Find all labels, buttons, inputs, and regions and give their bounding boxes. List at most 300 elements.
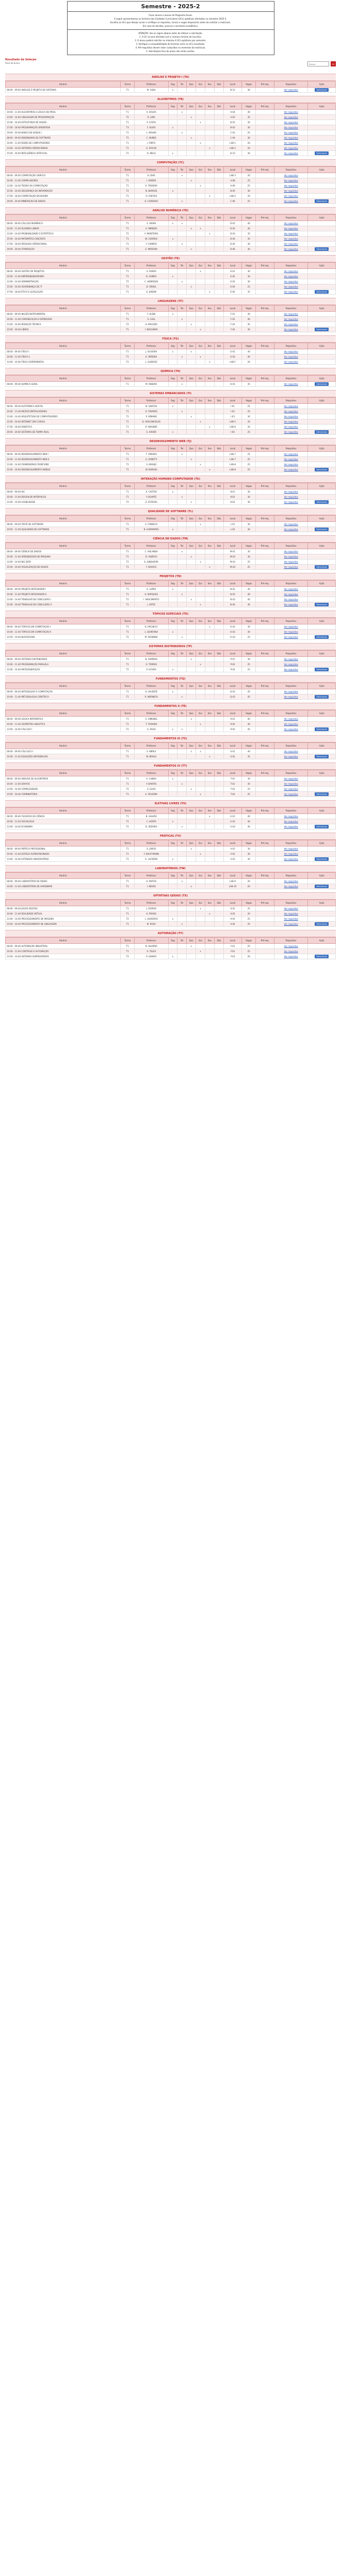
course-cell: 08:00 - 09:40 LÓGICA MATEMÁTICA <box>6 717 121 722</box>
requirements-link[interactable]: Ver requisitos <box>284 550 298 553</box>
table-cell: x <box>196 522 205 527</box>
requirements-link[interactable]: Ver requisitos <box>284 350 298 353</box>
page-title: Semestre - 2025-2 <box>68 2 274 12</box>
table-cell: x <box>187 135 196 141</box>
table-cell: x <box>177 922 187 927</box>
table-cell: x <box>168 689 177 694</box>
select-button[interactable]: Selecionar <box>315 727 329 731</box>
table-cell: x <box>168 857 177 862</box>
requirements-link[interactable]: Ver requisitos <box>284 880 298 883</box>
requirements-link[interactable]: Ver requisitos <box>284 405 298 408</box>
select-button[interactable]: Selecionar <box>315 500 329 504</box>
course-cell: 10:00 - 11:40 EMPREENDEDORISMO <box>6 274 121 279</box>
table-cell <box>168 846 177 852</box>
table-cell <box>274 173 307 178</box>
select-button[interactable]: Selecionar <box>315 328 329 331</box>
column-header: Horário <box>6 398 121 404</box>
requirements-link[interactable]: Ver requisitos <box>284 463 298 466</box>
table-cell <box>196 495 205 500</box>
section-title: PRÁTICAS (TV) <box>5 833 336 840</box>
requirements-link[interactable]: Ver requisitos <box>284 328 298 331</box>
table-row <box>6 269 336 274</box>
column-header: Qua <box>187 873 196 879</box>
table-cell: T1 <box>121 284 135 290</box>
column-header: Professor <box>135 873 168 879</box>
select-button[interactable]: Selecionar <box>315 528 329 531</box>
requirements-link[interactable]: Ver requisitos <box>284 137 298 139</box>
table-cell: N-02 <box>223 592 242 597</box>
column-header: Professor <box>135 770 168 776</box>
table-cell <box>168 409 177 414</box>
requirements-link[interactable]: Ver requisitos <box>284 318 298 320</box>
table-cell: LAB-1 <box>223 141 242 146</box>
table-cell <box>308 602 336 607</box>
table-cell: C. NUNES <box>135 135 168 141</box>
table-cell <box>308 824 336 829</box>
requirements-link[interactable]: Ver requisitos <box>284 783 298 785</box>
requirements-link[interactable]: Ver requisitos <box>284 323 298 326</box>
table-cell <box>256 597 274 602</box>
select-button[interactable]: Selecionar <box>315 955 329 958</box>
requirements-link[interactable]: Ver requisitos <box>284 603 298 606</box>
table-row <box>6 852 336 857</box>
requirements-link[interactable]: Ver requisitos <box>284 174 298 177</box>
table-cell: T1 <box>121 290 135 295</box>
table-cell <box>256 360 274 365</box>
table-cell: 25 <box>242 917 256 922</box>
requirements-link[interactable]: Ver requisitos <box>284 561 298 563</box>
rules-line: 1. A UC só será ofertada com o número mínimo de inscritos. <box>139 36 202 38</box>
table-row <box>6 125 336 130</box>
requirements-link[interactable]: Ver requisitos <box>284 696 298 698</box>
requirements-link[interactable]: Ver requisitos <box>284 918 298 920</box>
table-cell: E-04 <box>223 284 242 290</box>
requirements-link[interactable]: Ver requisitos <box>284 313 298 315</box>
requirements-link[interactable]: Ver requisitos <box>284 468 298 471</box>
table-row <box>6 489 336 495</box>
course-cell: 15:00 - 16:40 INTELIGÊNCIA ARTIFICIAL <box>6 151 121 156</box>
course-cell: 15:00 - 16:40 SEGURANÇA DA INFORMAÇÃO <box>6 189 121 194</box>
requirements-link[interactable]: Ver requisitos <box>284 248 298 250</box>
column-header: Requisitos <box>274 618 307 624</box>
requirements-link[interactable]: Ver requisitos <box>284 755 298 758</box>
table-row <box>6 312 336 317</box>
requirements-link[interactable]: Ver requisitos <box>284 415 298 418</box>
requirements-link[interactable]: Ver requisitos <box>284 232 298 235</box>
table-cell <box>274 146 307 151</box>
requirements-link[interactable]: Ver requisitos <box>284 690 298 693</box>
table-cell <box>177 884 187 889</box>
table-cell <box>308 727 336 732</box>
table-cell: 25 <box>242 457 256 462</box>
table-cell: F-03 <box>223 322 242 327</box>
table-cell: LAB-7 <box>223 452 242 457</box>
table-cell <box>168 824 177 829</box>
requirements-link[interactable]: Ver requisitos <box>284 885 298 888</box>
table-cell <box>308 819 336 824</box>
course-cell: 13:00 - 14:40 FÍSICA EXPERIMENTAL <box>6 360 121 365</box>
table-header-row <box>6 683 336 689</box>
column-header: Sáb <box>214 306 223 312</box>
table-cell <box>308 194 336 199</box>
course-cell: 08:00 - 09:40 FILOSOFIA DA CIÊNCIA <box>6 814 121 819</box>
table-cell <box>187 754 196 759</box>
requirements-link[interactable]: Ver requisitos <box>284 227 298 230</box>
table-cell <box>308 857 336 862</box>
table-row <box>6 284 336 290</box>
requirements-link[interactable]: Ver requisitos <box>284 848 298 850</box>
course-cell: 08:00 - 09:40 TÓPICOS EM COMPUTAÇÃO I <box>6 624 121 630</box>
requirements-link[interactable]: Ver requisitos <box>284 793 298 795</box>
select-button[interactable]: Selecionar <box>315 857 329 861</box>
requirements-link[interactable]: Ver requisitos <box>284 528 298 531</box>
table-cell: x <box>168 151 177 156</box>
table-cell <box>168 247 177 252</box>
table-cell <box>274 354 307 360</box>
requirements-link[interactable]: Ver requisitos <box>284 355 298 358</box>
table-cell: x <box>205 231 214 236</box>
table-cell <box>256 88 274 93</box>
table-cell: 25 <box>242 409 256 414</box>
table-cell <box>274 467 307 472</box>
table-cell: x <box>177 199 187 204</box>
search-button[interactable]: OK <box>331 61 336 66</box>
requirements-link[interactable]: Ver requisitos <box>284 280 298 283</box>
requirements-link[interactable]: Ver requisitos <box>284 853 298 855</box>
column-header: Ação <box>308 743 336 749</box>
table-cell <box>168 382 177 387</box>
table-row <box>6 317 336 322</box>
course-cell: 13:00 - 14:40 LINGUAGEM DE PROGRAMAÇÃO <box>6 115 121 120</box>
requirements-link[interactable]: Ver requisitos <box>284 566 298 568</box>
requirements-link[interactable]: Ver requisitos <box>284 750 298 753</box>
table-cell <box>214 199 223 204</box>
requirements-link[interactable]: Ver requisitos <box>284 718 298 720</box>
course-cell: 10:00 - 11:40 GEOMETRIA ANALÍTICA <box>6 722 121 727</box>
column-header: Local <box>223 516 242 522</box>
table-cell <box>168 879 177 884</box>
table-cell: T1 <box>121 430 135 435</box>
table-cell <box>274 792 307 797</box>
table-cell <box>214 787 223 792</box>
requirements-link[interactable]: Ver requisitos <box>284 945 298 947</box>
column-header: Qui <box>196 651 205 657</box>
select-button[interactable]: Selecionar <box>315 922 329 926</box>
requirements-link[interactable]: Ver requisitos <box>284 111 298 113</box>
table-cell: O-01 <box>223 624 242 630</box>
table-cell <box>256 782 274 787</box>
table-cell: x <box>187 944 196 949</box>
table-cell <box>168 852 177 857</box>
requirements-link[interactable]: Ver requisitos <box>284 116 298 118</box>
table-cell <box>256 819 274 824</box>
table-cell <box>177 954 187 959</box>
requirements-link[interactable]: Ver requisitos <box>284 723 298 725</box>
table-cell: S. XIMENES <box>135 717 168 722</box>
column-header: Vagas <box>242 263 256 269</box>
table-cell <box>308 554 336 560</box>
table-cell: x <box>177 382 187 387</box>
table-cell: 25 <box>242 199 256 204</box>
column-header: Sáb <box>214 581 223 587</box>
requirements-link[interactable]: Ver requisitos <box>284 907 298 910</box>
schedule-table <box>5 872 336 889</box>
select-button[interactable]: Selecionar <box>315 290 329 294</box>
section-title: COMPUTAÇÃO (TC) <box>5 159 336 166</box>
select-button[interactable]: Selecionar <box>315 792 329 796</box>
table-cell <box>214 414 223 419</box>
table-cell <box>274 662 307 667</box>
requirements-link[interactable]: Ver requisitos <box>284 496 298 498</box>
select-button[interactable]: Selecionar <box>315 247 329 251</box>
table-cell <box>187 151 196 156</box>
table-cell <box>308 565 336 570</box>
table-cell <box>177 949 187 954</box>
column-header: Sex <box>205 873 214 879</box>
schedule-table <box>5 103 336 156</box>
column-header: Sex <box>205 543 214 549</box>
table-cell <box>308 189 336 194</box>
requirements-link[interactable]: Ver requisitos <box>284 243 298 245</box>
requirements-link[interactable]: Ver requisitos <box>284 501 298 503</box>
table-cell: C. HENRIQUE <box>135 279 168 284</box>
table-cell <box>187 425 196 430</box>
requirements-link[interactable]: Ver requisitos <box>284 222 298 225</box>
table-cell <box>256 549 274 554</box>
requirements-link[interactable]: Ver requisitos <box>284 361 298 363</box>
column-header: Turma <box>121 683 135 689</box>
requirements-link[interactable]: Ver requisitos <box>284 728 298 731</box>
requirements-link[interactable]: Ver requisitos <box>284 410 298 413</box>
table-cell <box>168 694 177 700</box>
table-cell: D. IGNÁCIO <box>135 554 168 560</box>
table-cell <box>177 178 187 183</box>
course-cell: 10:00 - 11:40 COMUNICAÇÃO E EXPRESSÃO <box>6 317 121 322</box>
table-cell: T2 <box>121 414 135 419</box>
table-cell <box>274 141 307 146</box>
table-cell: 30 <box>242 88 256 93</box>
table-cell: B-05 <box>223 189 242 194</box>
table-cell: x <box>177 727 187 732</box>
course-cell: 08:00 - 09:40 PRÁTICA PROFISSIONAL <box>6 846 121 852</box>
select-button[interactable]: Selecionar <box>315 199 329 203</box>
requirements-link[interactable]: Ver requisitos <box>284 598 298 601</box>
requirements-link[interactable]: Ver requisitos <box>284 658 298 660</box>
course-cell: 19:00 - 20:40 MINERAÇÃO DE DADOS <box>6 199 121 204</box>
requirements-link[interactable]: Ver requisitos <box>284 523 298 526</box>
table-cell <box>274 819 307 824</box>
table-cell: 25 <box>242 792 256 797</box>
requirements-link[interactable]: Ver requisitos <box>284 955 298 958</box>
column-header: Ação <box>308 581 336 587</box>
requirements-link[interactable]: Ver requisitos <box>284 820 298 823</box>
column-header: Professor <box>135 651 168 657</box>
table-cell <box>196 824 205 829</box>
requirements-link[interactable]: Ver requisitos <box>284 950 298 953</box>
requirements-link[interactable]: Ver requisitos <box>284 420 298 423</box>
column-header: Horário <box>6 167 121 173</box>
table-cell <box>205 597 214 602</box>
requirements-link[interactable]: Ver requisitos <box>284 825 298 828</box>
requirements-link[interactable]: Ver requisitos <box>284 912 298 915</box>
select-button[interactable]: Selecionar <box>315 635 329 639</box>
requirements-link[interactable]: Ver requisitos <box>284 200 298 202</box>
requirements-link[interactable]: Ver requisitos <box>284 270 298 273</box>
select-button[interactable]: Selecionar <box>315 382 329 386</box>
requirements-link[interactable]: Ver requisitos <box>284 458 298 461</box>
requirements-link[interactable]: Ver requisitos <box>284 453 298 455</box>
select-button[interactable]: Selecionar <box>315 88 329 92</box>
table-cell: x <box>168 349 177 354</box>
select-button[interactable]: Selecionar <box>315 603 329 606</box>
requirements-link[interactable]: Ver requisitos <box>284 131 298 134</box>
table-cell <box>168 135 177 141</box>
table-row <box>6 236 336 242</box>
requirements-link[interactable]: Ver requisitos <box>284 275 298 278</box>
requirements-link[interactable]: Ver requisitos <box>284 555 298 558</box>
requirements-link[interactable]: Ver requisitos <box>284 152 298 155</box>
select-button[interactable]: Selecionar <box>315 885 329 888</box>
requirements-link[interactable]: Ver requisitos <box>284 431 298 433</box>
requirements-link[interactable]: Ver requisitos <box>284 636 298 638</box>
column-header: Seg <box>168 770 177 776</box>
requirements-link[interactable]: Ver requisitos <box>284 923 298 925</box>
requirements-link[interactable]: Ver requisitos <box>284 815 298 818</box>
requirements-link[interactable]: Ver requisitos <box>284 593 298 596</box>
requirements-link[interactable]: Ver requisitos <box>284 291 298 293</box>
requirements-link[interactable]: Ver requisitos <box>284 184 298 187</box>
schedule-table <box>5 937 336 959</box>
table-cell: C. HOLANDA <box>135 549 168 554</box>
select-button[interactable]: Selecionar <box>315 468 329 471</box>
table-cell: x <box>177 221 187 226</box>
search-input[interactable] <box>307 61 329 66</box>
table-cell <box>177 349 187 354</box>
column-header: Ação <box>308 516 336 522</box>
requirements-link[interactable]: Ver requisitos <box>284 426 298 428</box>
requirements-link[interactable]: Ver requisitos <box>284 238 298 240</box>
requirements-link[interactable]: Ver requisitos <box>284 788 298 790</box>
table-cell <box>256 495 274 500</box>
column-header: Ação <box>308 376 336 382</box>
requirements-link[interactable]: Ver requisitos <box>284 625 298 628</box>
table-cell <box>308 782 336 787</box>
table-cell <box>214 115 223 120</box>
table-cell <box>168 141 177 146</box>
column-header: Horário <box>6 743 121 749</box>
table-cell <box>214 630 223 635</box>
table-cell: Z. MOREIRA <box>135 247 168 252</box>
table-row <box>6 110 336 115</box>
table-cell: A-08 <box>223 178 242 183</box>
requirements-link[interactable]: Ver requisitos <box>284 195 298 197</box>
column-header: Vagas <box>242 343 256 349</box>
course-cell: 08:00 - 09:40 LABORATÓRIO DE REDES <box>6 879 121 884</box>
select-button[interactable]: Selecionar <box>315 825 329 828</box>
table-cell <box>308 130 336 135</box>
table-cell: x <box>187 457 196 462</box>
requirements-link[interactable]: Ver requisitos <box>284 663 298 666</box>
section-title: GESTÃO (TE) <box>5 255 336 262</box>
requirements-link[interactable]: Ver requisitos <box>284 89 298 91</box>
table-cell <box>168 425 177 430</box>
table-cell <box>187 382 196 387</box>
table-row <box>6 917 336 922</box>
select-button[interactable]: Selecionar <box>315 695 329 699</box>
requirements-link[interactable]: Ver requisitos <box>284 147 298 149</box>
table-cell: E-02 <box>223 274 242 279</box>
table-cell <box>205 130 214 135</box>
table-cell <box>187 462 196 467</box>
table-cell: x <box>205 360 214 365</box>
select-button[interactable]: Selecionar <box>315 565 329 569</box>
table-cell <box>308 242 336 247</box>
column-header: Qui <box>196 840 205 846</box>
table-cell <box>308 236 336 242</box>
requirements-link[interactable]: Ver requisitos <box>284 142 298 144</box>
table-cell <box>256 667 274 672</box>
course-cell: 15:00 - 16:40 LIBRAS <box>6 327 121 332</box>
requirements-link[interactable]: Ver requisitos <box>284 285 298 288</box>
requirements-link[interactable]: Ver requisitos <box>284 121 298 124</box>
course-cell: 08:00 - 09:40 DESENVOLVIMENTO WEB I <box>6 452 121 457</box>
table-cell <box>274 236 307 242</box>
select-button[interactable]: Selecionar <box>315 755 329 758</box>
table-cell <box>187 662 196 667</box>
table-cell <box>187 467 196 472</box>
requirements-link[interactable]: Ver requisitos <box>284 190 298 192</box>
column-header: Ter <box>177 618 187 624</box>
table-cell <box>205 846 214 852</box>
select-button[interactable]: Selecionar <box>315 151 329 155</box>
table-cell <box>274 189 307 194</box>
column-header: Pré-req. <box>256 263 274 269</box>
result-link[interactable]: Resultado da Seleção <box>5 58 37 61</box>
select-button[interactable]: Selecionar <box>315 668 329 671</box>
table-row <box>6 349 336 354</box>
select-button[interactable]: Selecionar <box>315 430 329 434</box>
table-cell <box>177 630 187 635</box>
requirements-link[interactable]: Ver requisitos <box>284 858 298 860</box>
requirements-link[interactable]: Ver requisitos <box>284 631 298 633</box>
column-header: Qua <box>187 543 196 549</box>
requirements-link[interactable]: Ver requisitos <box>284 777 298 780</box>
requirements-link[interactable]: Ver requisitos <box>284 179 298 182</box>
schedule-table <box>5 262 336 295</box>
table-header-row <box>6 215 336 221</box>
table-header-row <box>6 446 336 452</box>
schedule-table <box>5 375 336 387</box>
table-cell <box>205 549 214 554</box>
requirements-link[interactable]: Ver requisitos <box>284 490 298 493</box>
table-cell <box>196 879 205 884</box>
table-cell: T1 <box>121 846 135 852</box>
table-cell: B-10 <box>223 151 242 156</box>
requirements-link[interactable]: Ver requisitos <box>284 668 298 671</box>
requirements-link[interactable]: Ver requisitos <box>284 588 298 590</box>
table-cell <box>177 527 187 532</box>
table-cell: x <box>168 954 177 959</box>
requirements-link[interactable]: Ver requisitos <box>284 126 298 129</box>
table-cell <box>256 242 274 247</box>
table-cell <box>177 462 187 467</box>
course-cell: 08:00 - 09:40 ANÁLISE E PROJETO DE SISTEMAS <box>6 88 121 93</box>
requirements-link[interactable]: Ver requisitos <box>284 383 298 385</box>
table-cell <box>274 430 307 435</box>
table-row <box>6 141 336 146</box>
table-row <box>6 727 336 732</box>
course-cell: 08:00 - 09:40 TESTE DE SOFTWARE <box>6 522 121 527</box>
